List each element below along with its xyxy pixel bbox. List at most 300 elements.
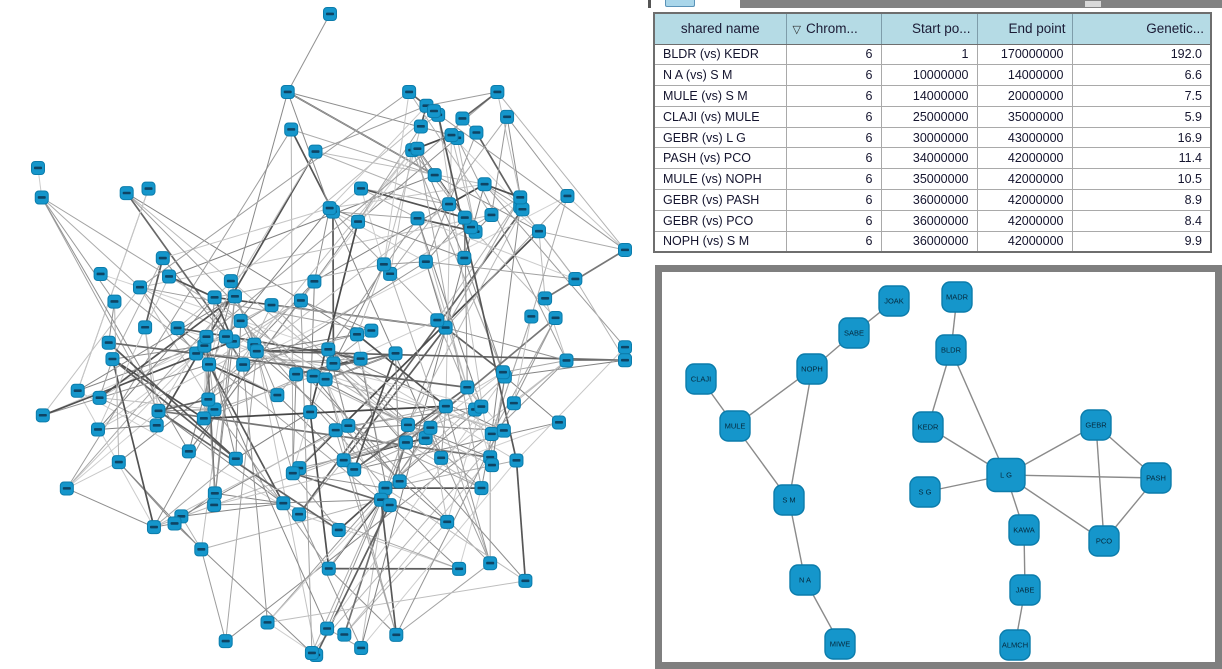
table-cell[interactable]: GEBR (vs) PCO — [654, 210, 786, 231]
table-cell[interactable]: 6 — [786, 210, 881, 231]
table-cell[interactable]: 6.6 — [1072, 65, 1211, 86]
network-node[interactable] — [71, 384, 84, 397]
network-node[interactable] — [399, 436, 412, 449]
network-node[interactable] — [106, 353, 119, 366]
table-cell[interactable]: 6 — [786, 65, 881, 86]
node-label — [310, 280, 318, 283]
network-node[interactable] — [342, 419, 355, 432]
network-node-mule[interactable] — [720, 411, 750, 441]
network-node-s-g[interactable] — [910, 477, 940, 507]
network-edge[interactable] — [507, 117, 567, 196]
table-cell[interactable]: NOPH (vs) S M — [654, 231, 786, 252]
node-label — [308, 652, 316, 655]
network-node[interactable] — [36, 409, 49, 422]
network-node[interactable] — [414, 120, 427, 133]
column-header-shared-name[interactable] — [654, 13, 786, 44]
network-edge[interactable] — [291, 129, 293, 473]
table-cell[interactable]: 43000000 — [977, 127, 1072, 148]
network-node[interactable] — [507, 397, 520, 410]
network-node[interactable] — [307, 370, 320, 383]
node-label — [381, 487, 389, 490]
network-node-pash[interactable] — [1141, 463, 1171, 493]
network-node[interactable] — [411, 212, 424, 225]
network-node[interactable] — [133, 281, 146, 294]
table-cell[interactable]: 14000000 — [977, 65, 1072, 86]
network-node[interactable] — [389, 347, 402, 360]
network-node-n-a[interactable] — [790, 565, 820, 595]
network-node[interactable] — [277, 497, 290, 510]
table-cell[interactable]: 6 — [786, 44, 881, 65]
table-cell[interactable]: 36000000 — [881, 190, 977, 211]
network-node[interactable] — [497, 424, 510, 437]
table-cell[interactable]: 42000000 — [977, 169, 1072, 190]
network-node[interactable] — [35, 191, 48, 204]
node-label — [197, 548, 205, 551]
network-node[interactable] — [250, 345, 263, 358]
network-node[interactable] — [355, 642, 368, 655]
network-node[interactable] — [458, 211, 471, 224]
network-node[interactable] — [203, 358, 216, 371]
network-node[interactable] — [208, 487, 221, 500]
network-node[interactable] — [304, 406, 317, 419]
table-cell[interactable]: 6 — [786, 169, 881, 190]
network-node[interactable] — [549, 311, 562, 324]
network-node[interactable] — [514, 191, 527, 204]
node-layer — [686, 282, 1171, 660]
table-cell[interactable]: 42000000 — [977, 148, 1072, 169]
table-cell[interactable]: 42000000 — [977, 190, 1072, 211]
table-row[interactable] — [654, 65, 1211, 86]
network-node[interactable] — [390, 628, 403, 641]
network-node[interactable] — [427, 105, 440, 118]
network-node[interactable] — [182, 445, 195, 458]
network-node[interactable] — [171, 322, 184, 335]
network-node[interactable] — [485, 459, 498, 472]
network-edge[interactable] — [1006, 475, 1156, 478]
network-node[interactable] — [102, 336, 115, 349]
column-header-start-po---[interactable] — [881, 13, 977, 44]
node-label — [487, 214, 495, 217]
table-cell[interactable]: 9.9 — [1072, 231, 1211, 252]
table-cell[interactable]: 42000000 — [977, 210, 1072, 231]
node-label — [34, 167, 42, 170]
node-label: GEBR — [1085, 420, 1107, 430]
network-node-l-g[interactable] — [987, 459, 1025, 492]
node-label — [200, 417, 208, 420]
network-node[interactable] — [219, 330, 232, 343]
network-edge[interactable] — [42, 197, 115, 301]
node-label — [386, 272, 394, 275]
network-node[interactable] — [411, 142, 424, 155]
table-cell[interactable]: GEBR (vs) L G — [654, 127, 786, 148]
network-node[interactable] — [619, 243, 632, 256]
network-node[interactable] — [327, 357, 340, 370]
table-cell[interactable]: 16.9 — [1072, 127, 1211, 148]
network-node-pco[interactable] — [1089, 526, 1119, 556]
network-node[interactable] — [445, 129, 458, 142]
table-row[interactable] — [654, 231, 1211, 252]
node-label — [396, 480, 404, 483]
network-node[interactable] — [208, 499, 221, 512]
table-cell[interactable]: 7.5 — [1072, 86, 1211, 107]
table-cell[interactable]: 170000000 — [977, 44, 1072, 65]
network-node[interactable] — [195, 543, 208, 556]
node-label: BLDR — [940, 345, 962, 355]
network-node-s-m[interactable] — [774, 485, 804, 515]
network-node[interactable] — [383, 499, 396, 512]
table-cell[interactable]: 11.4 — [1072, 148, 1211, 169]
network-node-sabe[interactable] — [839, 318, 869, 348]
network-node[interactable] — [496, 366, 509, 379]
network-node[interactable] — [419, 255, 432, 268]
table-cell[interactable]: 30000000 — [881, 127, 977, 148]
node-label — [297, 299, 305, 302]
table-cell[interactable]: 20000000 — [977, 86, 1072, 107]
network-node-kawa[interactable] — [1009, 515, 1039, 545]
network-edge[interactable] — [154, 365, 243, 527]
table-row[interactable] — [654, 44, 1211, 65]
node-label — [477, 405, 485, 408]
table-cell[interactable]: 5.9 — [1072, 106, 1211, 127]
network-edge[interactable] — [42, 197, 159, 410]
network-node[interactable] — [332, 524, 345, 537]
node-label: MULE — [724, 421, 746, 431]
network-node[interactable] — [532, 225, 545, 238]
network-node[interactable] — [91, 423, 104, 436]
network-edge[interactable] — [42, 197, 140, 287]
filtered-network-canvas[interactable] — [662, 272, 1215, 662]
network-node-gebr[interactable] — [1081, 410, 1111, 440]
network-node[interactable] — [428, 169, 441, 182]
network-node[interactable] — [163, 270, 176, 283]
column-header-chrom---[interactable] — [786, 13, 881, 44]
node-label — [105, 341, 113, 344]
network-node[interactable] — [365, 324, 378, 337]
network-node[interactable] — [60, 482, 73, 495]
network-node[interactable] — [308, 275, 321, 288]
network-node[interactable] — [265, 299, 278, 312]
panel-edge-mark — [648, 0, 651, 8]
node-label — [445, 203, 453, 206]
network-edge[interactable] — [333, 212, 418, 219]
node-label — [340, 459, 348, 462]
network-node[interactable] — [139, 321, 152, 334]
network-edge[interactable] — [293, 374, 296, 473]
network-node[interactable] — [351, 328, 364, 341]
network-node[interactable] — [393, 475, 406, 488]
column-header-label: Chrom... — [805, 21, 858, 37]
edge-layer — [38, 14, 625, 655]
network-edge[interactable] — [301, 301, 371, 331]
network-edge[interactable] — [430, 428, 490, 563]
table-cell[interactable]: 6 — [786, 86, 881, 107]
network-node[interactable] — [569, 273, 582, 286]
table-row[interactable] — [654, 190, 1211, 211]
network-node-kedr[interactable] — [913, 412, 943, 442]
network-node-almch[interactable] — [1000, 630, 1030, 660]
node-label — [123, 192, 131, 195]
network-node[interactable] — [519, 574, 532, 587]
network-edge[interactable] — [344, 522, 447, 635]
network-node[interactable] — [525, 310, 538, 323]
network-node[interactable] — [219, 635, 232, 648]
network-node[interactable] — [142, 182, 155, 195]
table-cell[interactable]: PASH (vs) PCO — [654, 148, 786, 169]
table-cell[interactable]: 35000000 — [881, 169, 977, 190]
network-edge[interactable] — [567, 196, 625, 250]
network-node[interactable] — [435, 451, 448, 464]
network-edge[interactable] — [430, 428, 447, 522]
node-label — [380, 263, 388, 266]
table-cell[interactable]: 10.5 — [1072, 169, 1211, 190]
network-edge[interactable] — [67, 488, 154, 527]
network-edge[interactable] — [426, 92, 497, 106]
table-header — [654, 13, 1211, 44]
network-node[interactable] — [94, 268, 107, 281]
node-label — [211, 296, 219, 299]
node-label — [422, 260, 430, 263]
table-cell[interactable]: 192.0 — [1072, 44, 1211, 65]
table-cell[interactable]: MULE (vs) S M — [654, 86, 786, 107]
network-node[interactable] — [401, 418, 414, 431]
network-node[interactable] — [329, 424, 342, 437]
table-cell[interactable]: 14000000 — [881, 86, 977, 107]
network-node[interactable] — [168, 517, 181, 530]
network-node-miwe[interactable] — [825, 629, 855, 659]
node-label — [329, 362, 337, 365]
network-edge[interactable] — [491, 117, 507, 215]
network-node[interactable] — [271, 389, 284, 402]
network-edge[interactable] — [545, 250, 625, 298]
node-label — [340, 633, 348, 636]
network-node[interactable] — [403, 86, 416, 99]
table-cell[interactable]: 36000000 — [881, 231, 977, 252]
table-cell[interactable]: MULE (vs) NOPH — [654, 169, 786, 190]
network-edge[interactable] — [214, 500, 381, 505]
table-cell[interactable]: 6 — [786, 127, 881, 148]
network-node[interactable] — [478, 178, 491, 191]
network-node[interactable] — [516, 203, 529, 216]
table-cell[interactable]: 35000000 — [977, 106, 1072, 127]
node-label — [97, 273, 105, 276]
node-label: CLAJI — [690, 374, 712, 384]
network-node-noph[interactable] — [797, 354, 827, 384]
network-node[interactable] — [293, 508, 306, 521]
network-node[interactable] — [501, 110, 514, 123]
network-edge[interactable] — [127, 193, 233, 341]
network-node[interactable] — [112, 456, 125, 469]
column-header-label: Genetic... — [1146, 21, 1204, 37]
network-edge[interactable] — [175, 523, 312, 653]
network-node[interactable] — [319, 373, 332, 386]
network-node[interactable] — [286, 467, 299, 480]
node-label — [555, 421, 563, 424]
network-node[interactable] — [539, 292, 552, 305]
network-node[interactable] — [224, 275, 237, 288]
network-node[interactable] — [354, 352, 367, 365]
network-edge[interactable] — [314, 208, 329, 281]
network-node[interactable] — [285, 123, 298, 136]
table-cell[interactable]: 10000000 — [881, 65, 977, 86]
network-node[interactable] — [560, 354, 573, 367]
network-node[interactable] — [281, 86, 294, 99]
network-edge[interactable] — [209, 364, 283, 503]
table-cell[interactable]: 6 — [786, 106, 881, 127]
table-cell[interactable]: 34000000 — [881, 148, 977, 169]
network-node[interactable] — [321, 622, 334, 635]
network-node[interactable] — [261, 616, 274, 629]
node-label: KAWA — [1013, 525, 1035, 535]
network-node[interactable] — [93, 391, 106, 404]
table-row[interactable] — [654, 169, 1211, 190]
network-node-claji[interactable] — [686, 364, 716, 394]
network-node[interactable] — [619, 354, 632, 367]
network-edge[interactable] — [789, 369, 812, 500]
table-row[interactable] — [654, 106, 1211, 127]
network-edge[interactable] — [951, 350, 1006, 475]
table-row[interactable] — [654, 127, 1211, 148]
network-node[interactable] — [309, 145, 322, 158]
network-node[interactable] — [200, 330, 213, 343]
network-node[interactable] — [379, 482, 392, 495]
network-node[interactable] — [120, 187, 133, 200]
network-node[interactable] — [234, 314, 247, 327]
network-node[interactable] — [290, 368, 303, 381]
network-edge[interactable] — [67, 411, 159, 489]
network-node[interactable] — [147, 521, 160, 534]
node-label — [326, 13, 334, 16]
table-cell[interactable]: 25000000 — [881, 106, 977, 127]
table-cell[interactable]: 6 — [786, 231, 881, 252]
network-node[interactable] — [619, 341, 632, 354]
network-node[interactable] — [377, 258, 390, 271]
network-node[interactable] — [294, 294, 307, 307]
network-node[interactable] — [475, 400, 488, 413]
node-label — [311, 150, 319, 153]
table-cell[interactable]: 8.4 — [1072, 210, 1211, 231]
network-edge[interactable] — [446, 135, 452, 406]
column-header-genetic---[interactable] — [1072, 13, 1211, 44]
network-edge[interactable] — [514, 361, 567, 404]
network-node[interactable] — [441, 515, 454, 528]
node-label — [541, 297, 549, 300]
node-label — [165, 275, 173, 278]
table-cell[interactable]: 42000000 — [977, 231, 1072, 252]
node-label — [115, 461, 123, 464]
network-node[interactable] — [484, 557, 497, 570]
filter-icon[interactable]: ▽ — [792, 24, 801, 37]
network-edge[interactable] — [545, 298, 566, 360]
table-row[interactable] — [654, 148, 1211, 169]
network-node-madr[interactable] — [942, 282, 972, 312]
network-node[interactable] — [228, 290, 241, 303]
network-edge[interactable] — [209, 364, 327, 628]
network-node[interactable] — [229, 452, 242, 465]
network-edge[interactable] — [1096, 425, 1104, 541]
network-node[interactable] — [355, 182, 368, 195]
network-node[interactable] — [470, 126, 483, 139]
table-cell[interactable]: N A (vs) S M — [654, 65, 786, 86]
network-node[interactable] — [322, 343, 335, 356]
network-node[interactable] — [156, 252, 169, 265]
network-edge[interactable] — [516, 460, 525, 580]
table-cell[interactable]: 36000000 — [881, 210, 977, 231]
table-row[interactable] — [654, 210, 1211, 231]
network-node[interactable] — [152, 404, 165, 417]
network-edge[interactable] — [163, 208, 330, 258]
network-edge[interactable] — [457, 138, 566, 361]
network-node[interactable] — [352, 215, 365, 228]
node-label — [154, 410, 162, 413]
network-node[interactable] — [324, 8, 337, 21]
network-edge[interactable] — [288, 14, 330, 92]
node-label — [284, 91, 292, 94]
network-node[interactable] — [237, 358, 250, 371]
network-node[interactable] — [461, 381, 474, 394]
node-label — [621, 249, 629, 252]
network-node[interactable] — [424, 421, 437, 434]
node-label — [110, 300, 118, 303]
network-node-jabe[interactable] — [1010, 575, 1040, 605]
network-node[interactable] — [475, 482, 488, 495]
network-edge[interactable] — [344, 457, 490, 634]
node-label — [159, 257, 167, 260]
network-node[interactable] — [208, 291, 221, 304]
network-node[interactable] — [431, 314, 444, 327]
network-node[interactable] — [305, 647, 318, 660]
network-node[interactable] — [443, 198, 456, 211]
network-node[interactable] — [510, 454, 523, 467]
network-node[interactable] — [458, 252, 471, 265]
network-node[interactable] — [552, 416, 565, 429]
network-edge[interactable] — [201, 549, 225, 641]
table-cell[interactable]: 6 — [786, 190, 881, 211]
network-node[interactable] — [485, 427, 498, 440]
network-node[interactable] — [453, 562, 466, 575]
table-cell[interactable]: CLAJI (vs) MULE — [654, 106, 786, 127]
network-node[interactable] — [348, 463, 361, 476]
network-node[interactable] — [197, 412, 210, 425]
network-node[interactable] — [150, 419, 163, 432]
network-node-bldr[interactable] — [936, 335, 966, 365]
node-label — [430, 110, 438, 113]
node-label — [414, 217, 422, 220]
table-cell[interactable]: 6 — [786, 148, 881, 169]
network-node[interactable] — [323, 202, 336, 215]
network-node[interactable] — [322, 562, 335, 575]
network-node-joak[interactable] — [879, 286, 909, 316]
network-node[interactable] — [561, 190, 574, 203]
node-label — [486, 456, 494, 459]
network-node[interactable] — [338, 628, 351, 641]
network-node[interactable] — [439, 400, 452, 413]
network-node[interactable] — [456, 112, 469, 125]
table-cell[interactable]: 8.9 — [1072, 190, 1211, 211]
network-node[interactable] — [491, 86, 504, 99]
network-node[interactable] — [202, 393, 215, 406]
network-edge[interactable] — [575, 279, 625, 360]
network-node[interactable] — [485, 209, 498, 222]
table-cell[interactable]: GEBR (vs) PASH — [654, 190, 786, 211]
network-edge[interactable] — [497, 92, 520, 197]
table-row[interactable] — [654, 86, 1211, 107]
network-node[interactable] — [32, 162, 45, 175]
network-node[interactable] — [108, 295, 121, 308]
column-header-end-point[interactable] — [977, 13, 1072, 44]
table-cell[interactable]: 1 — [881, 44, 977, 65]
table-cell[interactable]: BLDR (vs) KEDR — [654, 44, 786, 65]
network-edge[interactable] — [358, 126, 421, 221]
